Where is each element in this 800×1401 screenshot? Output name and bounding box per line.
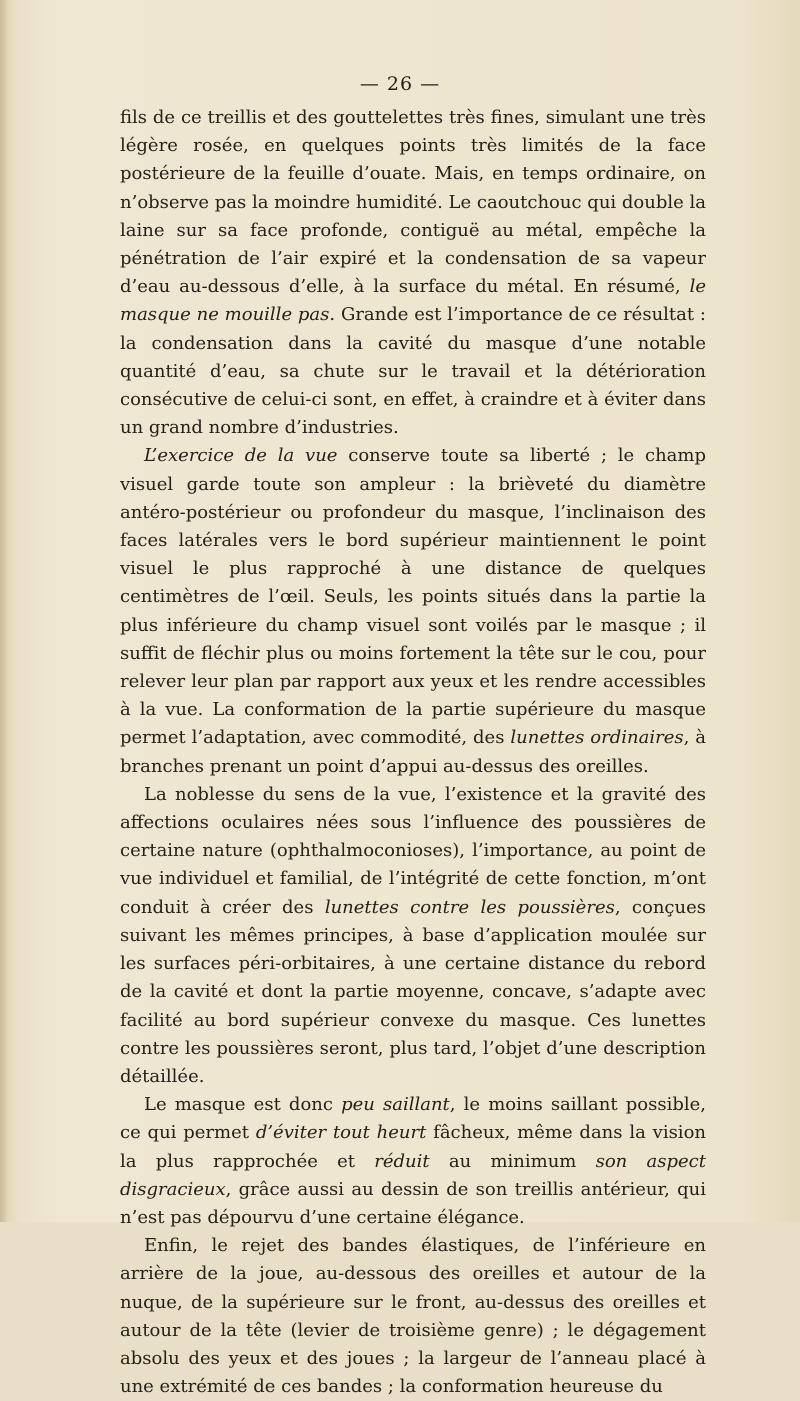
italic-run: réduit xyxy=(374,1150,430,1172)
text-run: fils de ce treillis et des gouttelettes très fines, simulant une très légère rosée, en quelques points très limités de la face postérieure de la feuille d’ouate. Mais, en temps ordinaire, on n’observe pas la moindre humidité. Le caoutchouc qui double la laine sur sa face profonde, contiguë au métal, empêche la pénétration de l’air expiré et la condensation de sa vapeur d’eau au-dessous d’elle, à la surface du métal. En résumé, xyxy=(120,107,706,298)
text-run: , à branches prenant un point d’appui au-dessus des oreilles. xyxy=(120,727,706,777)
text-run: . Grande est l’importance de ce résultat : la condensation dans la cavité du masque d’une notable quantité d’eau, sa chute sur le travail et la détérioration consécutive de celui-ci sont, en effet, à craindre et à éviter dans un grand nombre d’industries. xyxy=(120,304,706,439)
text-run: , conçues suivant les mêmes principes, à base d’application moulée sur les surfaces péri-orbitaires, à une certaine distance du rebord de la cavité et dont la partie moyenne, concave, s’adapte avec facilité au bord supérieur convexe du masque. Ces lunettes contre les poussières seront, plus tard, l’objet d’une description détaillée. xyxy=(120,896,706,1087)
paragraph xyxy=(120,442,706,780)
italic-run: lunettes contre les poussières xyxy=(324,896,615,918)
text-run: au minimum xyxy=(429,1150,596,1172)
italic-run: peu saillant xyxy=(341,1094,450,1116)
body-text xyxy=(120,104,706,1401)
paragraph xyxy=(120,104,706,442)
paragraph xyxy=(120,1091,706,1232)
text-run: Le masque est donc xyxy=(144,1094,342,1116)
italic-run: son aspect disgracieux xyxy=(120,1150,706,1200)
text-run: , grâce aussi au dessin de son treillis antérieur, qui n’est pas dépourvu d’une certaine élégance. xyxy=(120,1178,706,1228)
binding-shadow xyxy=(0,0,8,1222)
italic-run: d’éviter tout heurt xyxy=(255,1122,427,1144)
text-run: , le moins saillant possible, ce qui permet xyxy=(120,1094,706,1144)
text-run: fâcheux, même dans la vision la plus rapprochée et xyxy=(120,1122,706,1172)
italic-run: lunettes ordinaires xyxy=(510,727,684,749)
page-number: — 26 — xyxy=(359,73,441,95)
text-run: Enfin, le rejet des bandes élastiques, de l’inférieure en arrière de la joue, au-dessous des oreilles et autour de la nuque, de la supérieure sur le front, au-dessus des oreilles et autour de la tête (levier de troisième genre) ; le dégagement absolu des yeux et des joues ; la largeur de l’anneau placé à une extrémité de ces bandes ; la conformation heureuse du xyxy=(120,1235,706,1398)
italic-run: le masque ne mouille pas xyxy=(120,276,706,326)
italic-run: L’exercice de la vue xyxy=(144,445,338,467)
paragraph xyxy=(120,1232,706,1401)
paragraph xyxy=(120,781,706,1091)
text-run: conserve toute sa liberté ; le champ visuel garde toute son ampleur : la brièveté du diamètre antéro-postérieur ou profondeur du masque, l’inclinaison des faces latérales vers le bord supérieur maintiennent le point visuel le plus rapproché à une distance de quelques centimètres de l’œil. Seuls, les points situés dans la partie la plus inférieure du champ visuel sont voilés par le masque ; il suffit de fléchir plus ou moins fortement la tête sur le cou, pour relever leur plan par rapport aux yeux et les rendre accessibles à la vue. La conformation de la partie supérieure du masque permet l’adaptation, avec commodité, des xyxy=(120,445,707,749)
text-run: La noblesse du sens de la vue, l’existence et la gravité des affections oculaires nées sous l’influence des poussières de certaine nature (ophthalmoconioses), l’importance, au point de vue individuel et familial, de l’intégrité de cette fonction, m’ont conduit à créer des xyxy=(120,783,706,918)
